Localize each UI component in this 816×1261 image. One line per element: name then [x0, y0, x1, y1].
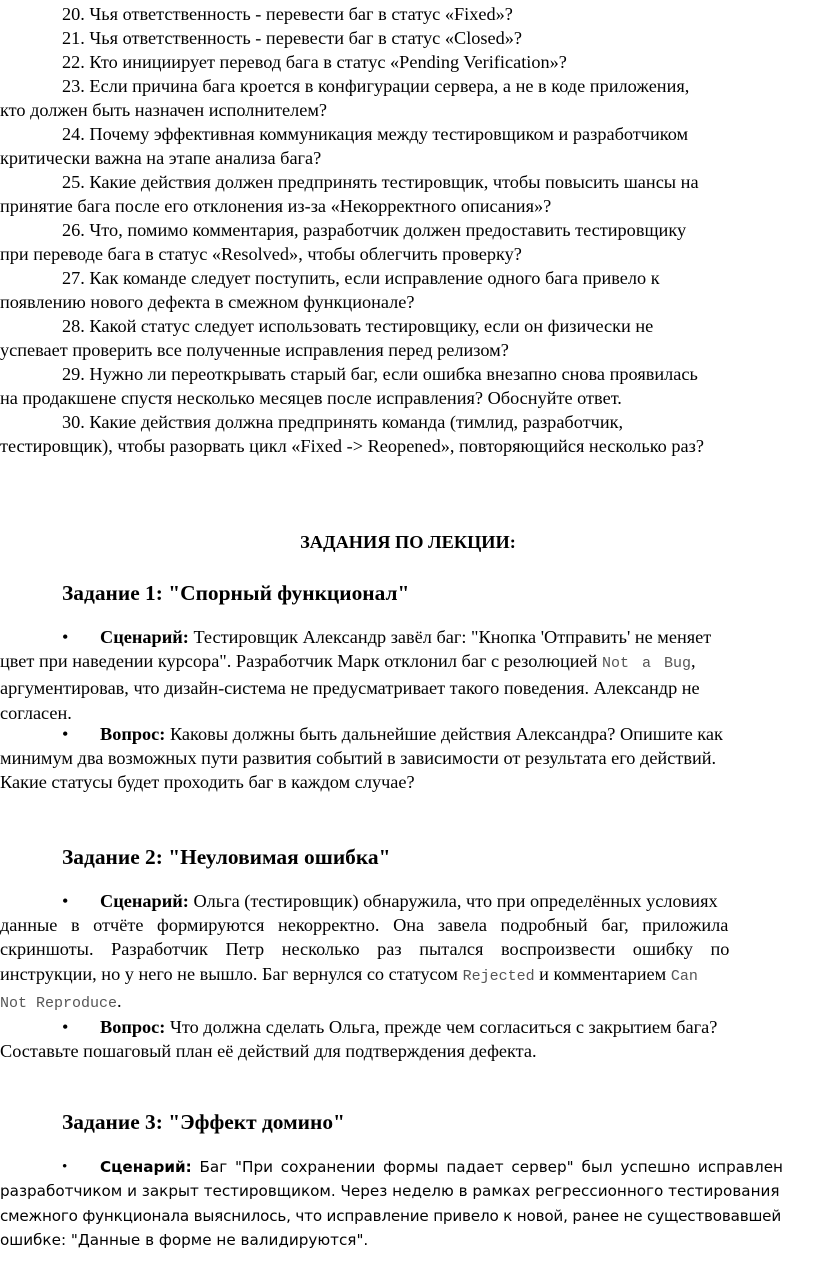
task1-scenario-line2: цвет при наведении курсора". Разработчик Марк отклонил баг с резолюцией	[0, 651, 598, 672]
question-text: 20. Чья ответственность - перевести баг в статус «Fixed»?	[62, 4, 513, 24]
task2-scenario-line4b: и комментарием	[539, 963, 667, 984]
task3-scenario-label: Сценарий:	[100, 1158, 192, 1176]
task2-question	[0, 1015, 814, 1063]
question-text: 28. Какой статус следует использовать тестировщику, если он физически не	[62, 316, 654, 336]
question-text: 24. Почему эффективная коммуникация между тестировщиком и разработчиком	[62, 124, 689, 144]
task3-scenario-line2: разработчиком и закрыт тестировщиком. Через неделю в рамках регрессионного тестирования	[0, 1182, 780, 1201]
task2-scenario-line3: скриншоты. Разработчик Петр несколько раз пытался воспроизвести ошибку по	[0, 939, 730, 960]
task2-comment-code-a: Can	[670, 967, 698, 985]
task2-scenario-line1: Ольга (тестировщик) обнаружила, что при определённых условиях	[193, 891, 718, 911]
question-text-continued: на продакшене спустя несколько месяцев после исправления? Обоснуйте ответ.	[0, 388, 622, 409]
task1-resolution-code: Not a Bug	[602, 655, 692, 673]
task1-question	[0, 722, 814, 795]
task3-scenario-line4: ошибке: "Данные в форме не валидируются".	[0, 1231, 369, 1250]
question-item	[0, 74, 814, 122]
bullet: •	[62, 1017, 69, 1037]
task2-scenario-label: Сценарий:	[100, 891, 189, 911]
task2-title: Задание 2: "Неуловимая ошибка"	[62, 845, 391, 869]
task2-question-line2: Составьте пошаговый план её действий для подтверждения дефекта.	[0, 1041, 537, 1062]
question-text: 29. Нужно ли переоткрывать старый баг, если ошибка внезапно снова проявилась	[62, 364, 698, 384]
task1-scenario-line1: Тестировщик Александр завёл баг: "Кнопка 'Отправить' не меняет	[193, 627, 712, 647]
bullet: •	[62, 1158, 68, 1175]
question-item	[0, 50, 814, 74]
task2-status-code: Rejected	[462, 967, 535, 985]
question-item	[0, 266, 814, 314]
bullet: •	[62, 891, 69, 911]
question-item	[0, 410, 814, 458]
question-text: 30. Какие действия должна предпринять команда (тимлид, разработчик,	[62, 412, 624, 432]
question-text: 25. Какие действия должен предпринять тестировщик, чтобы повысить шансы на	[62, 172, 699, 192]
question-text: 22. Кто инициирует перевод бага в статус «Pending Verification»?	[62, 52, 567, 72]
lecture-tasks-heading: ЗАДАНИЯ ПО ЛЕКЦИИ:	[300, 532, 516, 552]
task2-scenario: • Сценарий: Ольга (тестировщик) обнаружила, что при определённых условиях данные в отчёте формируются некорректно. Она завела подробный баг, приложила скриншоты. Разработчик Петр несколько раз пытался воспроизвести ошибку по инструкции, но у него не вышло. Баг вернулся со статусом Rejected и комментарием Can Not Reproduce.	[0, 891, 730, 1012]
question-text: 21. Чья ответственность - перевести баг в статус «Closed»?	[62, 28, 523, 48]
question-text: 27. Как команде следует поступить, если исправление одного бага привело к	[62, 268, 660, 288]
task1-question-line1: Каковы должны быть дальнейшие действия Александра? Опишите как	[169, 724, 723, 744]
task2-question-line1: Что должна сделать Ольга, прежде чем согласиться с закрытием бага?	[169, 1017, 718, 1037]
task1-scenario-label: Сценарий:	[100, 627, 189, 647]
question-text: 23. Если причина бага кроется в конфигурации сервера, а не в коде приложения,	[62, 76, 690, 96]
task3-scenario-line1: Баг "При сохранении формы падает сервер" был успешно исправлен	[199, 1158, 783, 1176]
task1-title: Задание 1: "Спорный функционал"	[62, 581, 410, 605]
task3-scenario-line3: смежного функционала выяснилось, что исправление привело к новой, ранее не существовавшей	[0, 1206, 781, 1225]
question-item	[0, 122, 814, 170]
question-text-continued: тестировщик), чтобы разорвать цикл «Fixed -> Reopened», повторяющийся несколько раз?	[0, 436, 704, 457]
question-text-continued: критически важна на этапе анализа бага?	[0, 148, 322, 169]
question-text-continued: при переводе бага в статус «Resolved», чтобы облегчить проверку?	[0, 244, 522, 265]
question-item	[0, 26, 814, 50]
task1-question-line2: минимум два возможных пути развития событий в зависимости от результата его действий.	[0, 748, 717, 769]
task2-scenario-line4: инструкции, но у него не вышло. Баг вернулся со статусом	[0, 963, 458, 984]
question-item	[0, 218, 814, 266]
question-item	[0, 314, 814, 362]
question-item	[0, 170, 814, 218]
task2-question-label: Вопрос:	[100, 1017, 166, 1037]
question-text-continued: принятие бага после его отклонения из-за «Некорректного описания»?	[0, 196, 552, 217]
task1-scenario-line3: аргументировав, что дизайн-система не предусматривает такого поведения. Александр не	[0, 678, 700, 699]
question-text: 26. Что, помимо комментария, разработчик должен предоставить тестировщику	[62, 220, 687, 240]
question-text-continued: кто должен быть назначен исполнителем?	[0, 100, 327, 121]
question-text-continued: появлению нового дефекта в смежном функционале?	[0, 292, 415, 313]
task3-title: Задание 3: "Эффект домино"	[62, 1110, 345, 1134]
question-item	[0, 2, 814, 26]
task1-scenario-line4: согласен.	[0, 702, 72, 723]
task2-comment-code-b: Not Reproduce	[0, 994, 118, 1012]
bullet: •	[62, 724, 69, 744]
task1-scenario: • Сценарий: Тестировщик Александр завёл баг: "Кнопка 'Отправить' не меняет цвет при наведении курсора". Разработчик Марк отклонил баг с резолюцией Not a Bug, аргументировав, что дизайн-система не предусматривает такого поведения. Александр не согласен.	[0, 627, 712, 723]
bullet: •	[62, 627, 69, 647]
question-item	[0, 362, 814, 410]
task1-question-line3: Какие статусы будет проходить баг в каждом случае?	[0, 772, 415, 793]
task2-scenario-line2: данные в отчёте формируются некорректно. Она завела подробный баг, приложила	[0, 915, 729, 936]
task3-scenario	[0, 1155, 814, 1253]
question-text-continued: успевает проверить все полученные исправления перед релизом?	[0, 340, 509, 361]
task1-question-label: Вопрос:	[100, 724, 166, 744]
